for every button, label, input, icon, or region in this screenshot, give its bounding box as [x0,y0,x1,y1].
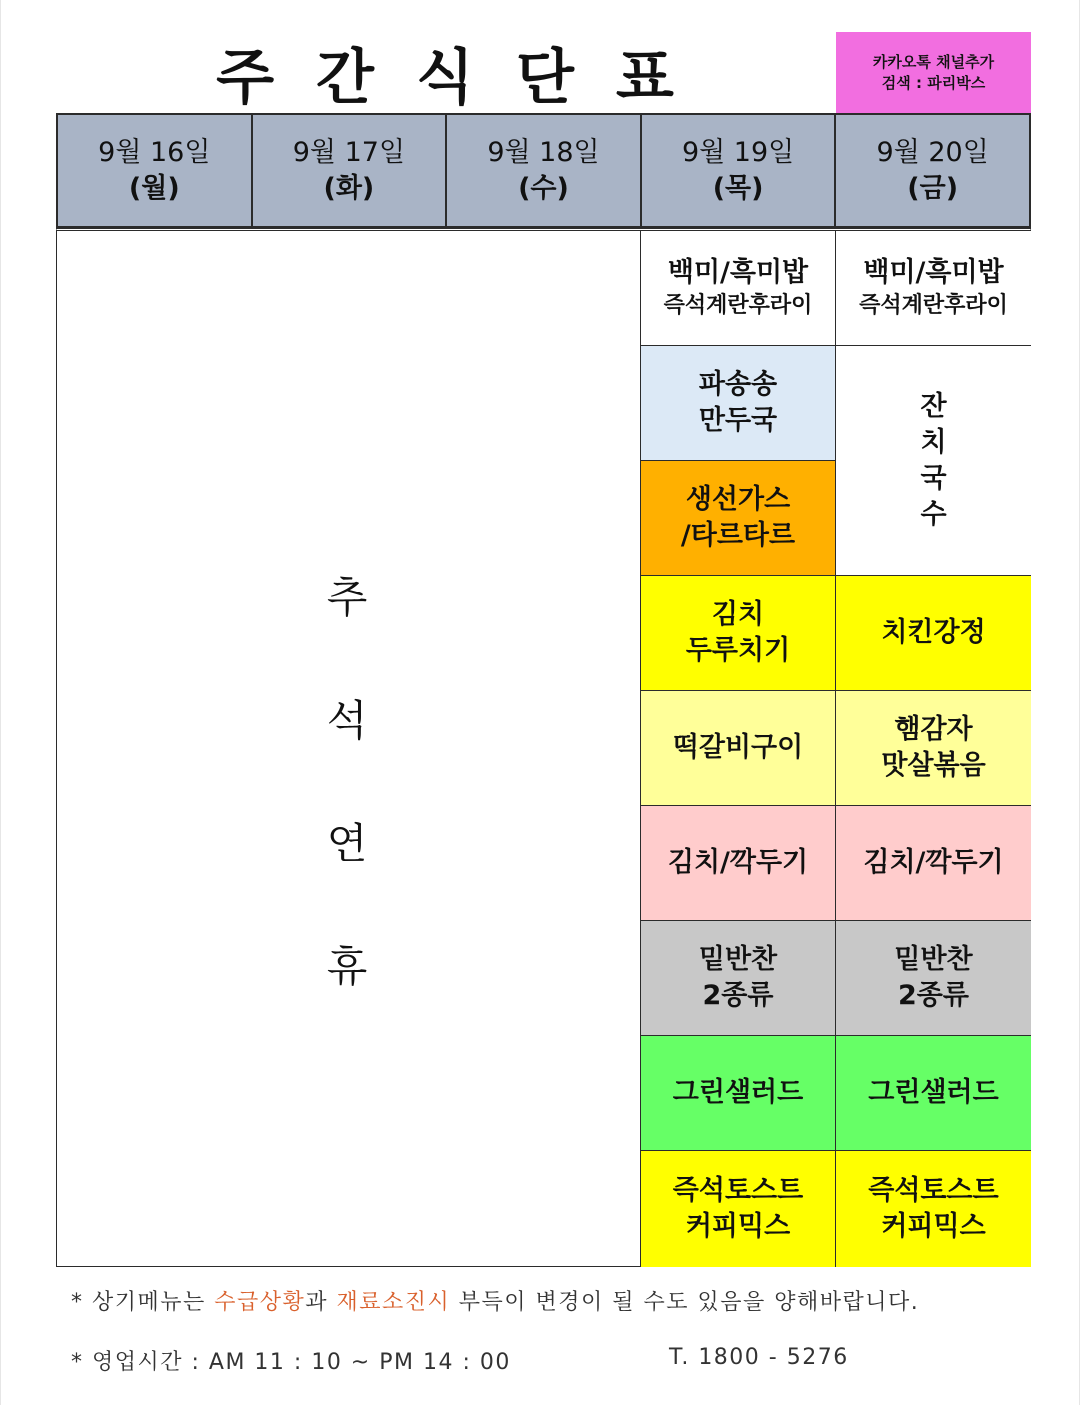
thu-banchan-cell [641,921,836,1036]
thu-salad-cell [641,1036,836,1151]
holiday-char: 휴 [326,942,368,991]
menu-item: 김치 [711,599,765,630]
badge-line-1: 카카오톡 채널추가 [872,52,995,71]
day-header-thu [642,115,837,226]
footer-note [71,1285,1051,1316]
menu-item: 김치/깍두기 [863,847,1004,878]
fri-salad-cell [836,1036,1031,1151]
day-weekday: (월) [128,172,180,204]
thu-kimchi-cell [641,806,836,921]
menu-item: 즉석토스트 [868,1175,999,1206]
day-header-wed [447,115,642,226]
menu-item: 맛살볶음 [881,750,986,781]
day-date: 9월 17일 [292,136,406,168]
thu-rice-cell [641,231,836,346]
thu-side2-cell [641,691,836,806]
fri-side2-cell [836,691,1031,806]
note-text: 부득이 변경이 될 수도 있음을 양해바랍니다. [450,1290,920,1315]
menu-item: 밑반찬 [894,944,973,975]
menu-item: 2종류 [898,980,969,1011]
page-title: 주간식단표 [216,43,716,113]
menu-grid [56,228,1031,1267]
note-text: 과 [305,1290,337,1315]
day-header-mon [58,115,253,226]
menu-item-char: 잔 [920,390,947,422]
menu-item: 치킨강정 [881,617,986,648]
day-weekday: (수) [518,172,569,204]
thu-toast-cell [641,1151,836,1267]
menu-item-char: 치 [920,426,947,458]
menu-item: 김치/깍두기 [667,847,809,878]
fri-side1-cell [836,576,1031,691]
menu-item-sub: 즉석계란후라이 [663,293,813,318]
fri-rice-cell [836,231,1031,346]
note-highlight: 수급상황 [214,1290,306,1315]
menu-item: 백미/흑미밥 [863,257,1004,288]
badge-line-2: 검색 : 파리박스 [881,73,986,92]
menu-item: 즉석토스트 [672,1175,804,1206]
menu-item: 떡갈비구이 [672,732,804,763]
fri-kimchi-cell [836,806,1031,921]
thu-soup-cell [641,346,836,461]
menu-item-char: 국 [920,462,947,494]
day-date: 9월 18일 [487,136,600,168]
day-weekday: (화) [323,172,375,204]
day-header-tue [253,115,448,226]
day-weekday: (금) [907,172,959,204]
holiday-block [57,231,641,1266]
day-date: 9월 16일 [98,136,211,168]
menu-item: 2종류 [702,980,774,1011]
menu-item: 밑반찬 [698,944,778,975]
menu-item-sub: 즉석계란후라이 [859,293,1008,318]
thu-main-cell [641,461,836,576]
note-highlight: 재료소진시 [336,1290,451,1315]
holiday-char: 연 [326,819,368,868]
menu-item: 그린샐러드 [672,1077,804,1108]
menu-item: 만두국 [698,405,778,436]
holiday-char: 석 [326,696,368,745]
menu-item: 커피믹스 [881,1211,986,1242]
day-header-fri [836,115,1029,226]
day-header-row [56,113,1031,228]
menu-item-char: 수 [920,498,947,530]
fri-noodle-cell [836,346,1031,576]
menu-item: /타르타르 [680,520,796,551]
day-weekday: (목) [712,172,764,204]
holiday-text [297,536,397,1028]
fri-toast-cell [836,1151,1031,1267]
note-text: * 상기메뉴는 [71,1290,215,1315]
menu-item: 백미/흑미밥 [667,257,809,288]
menu-item: 그린샐러드 [868,1077,999,1108]
thu-side1-cell [641,576,836,691]
day-date: 9월 20일 [876,136,989,168]
fri-banchan-cell [836,921,1031,1036]
footer-hours [71,1345,1051,1376]
menu-item: 두루치기 [685,635,791,666]
day-date: 9월 19일 [681,136,795,168]
menu-item: 파송송 [698,369,778,400]
holiday-char: 추 [326,573,368,622]
menu-item: 생선가스 [685,484,791,515]
phone-number: T. 1800 - 5276 [669,1345,849,1370]
menu-item: 커피믹스 [685,1211,791,1242]
menu-item: 햄감자 [894,714,973,745]
business-hours: * 영업시간 : AM 11 : 10 ~ PM 14 : 00 [71,1350,511,1375]
kakao-channel-badge [836,32,1031,113]
